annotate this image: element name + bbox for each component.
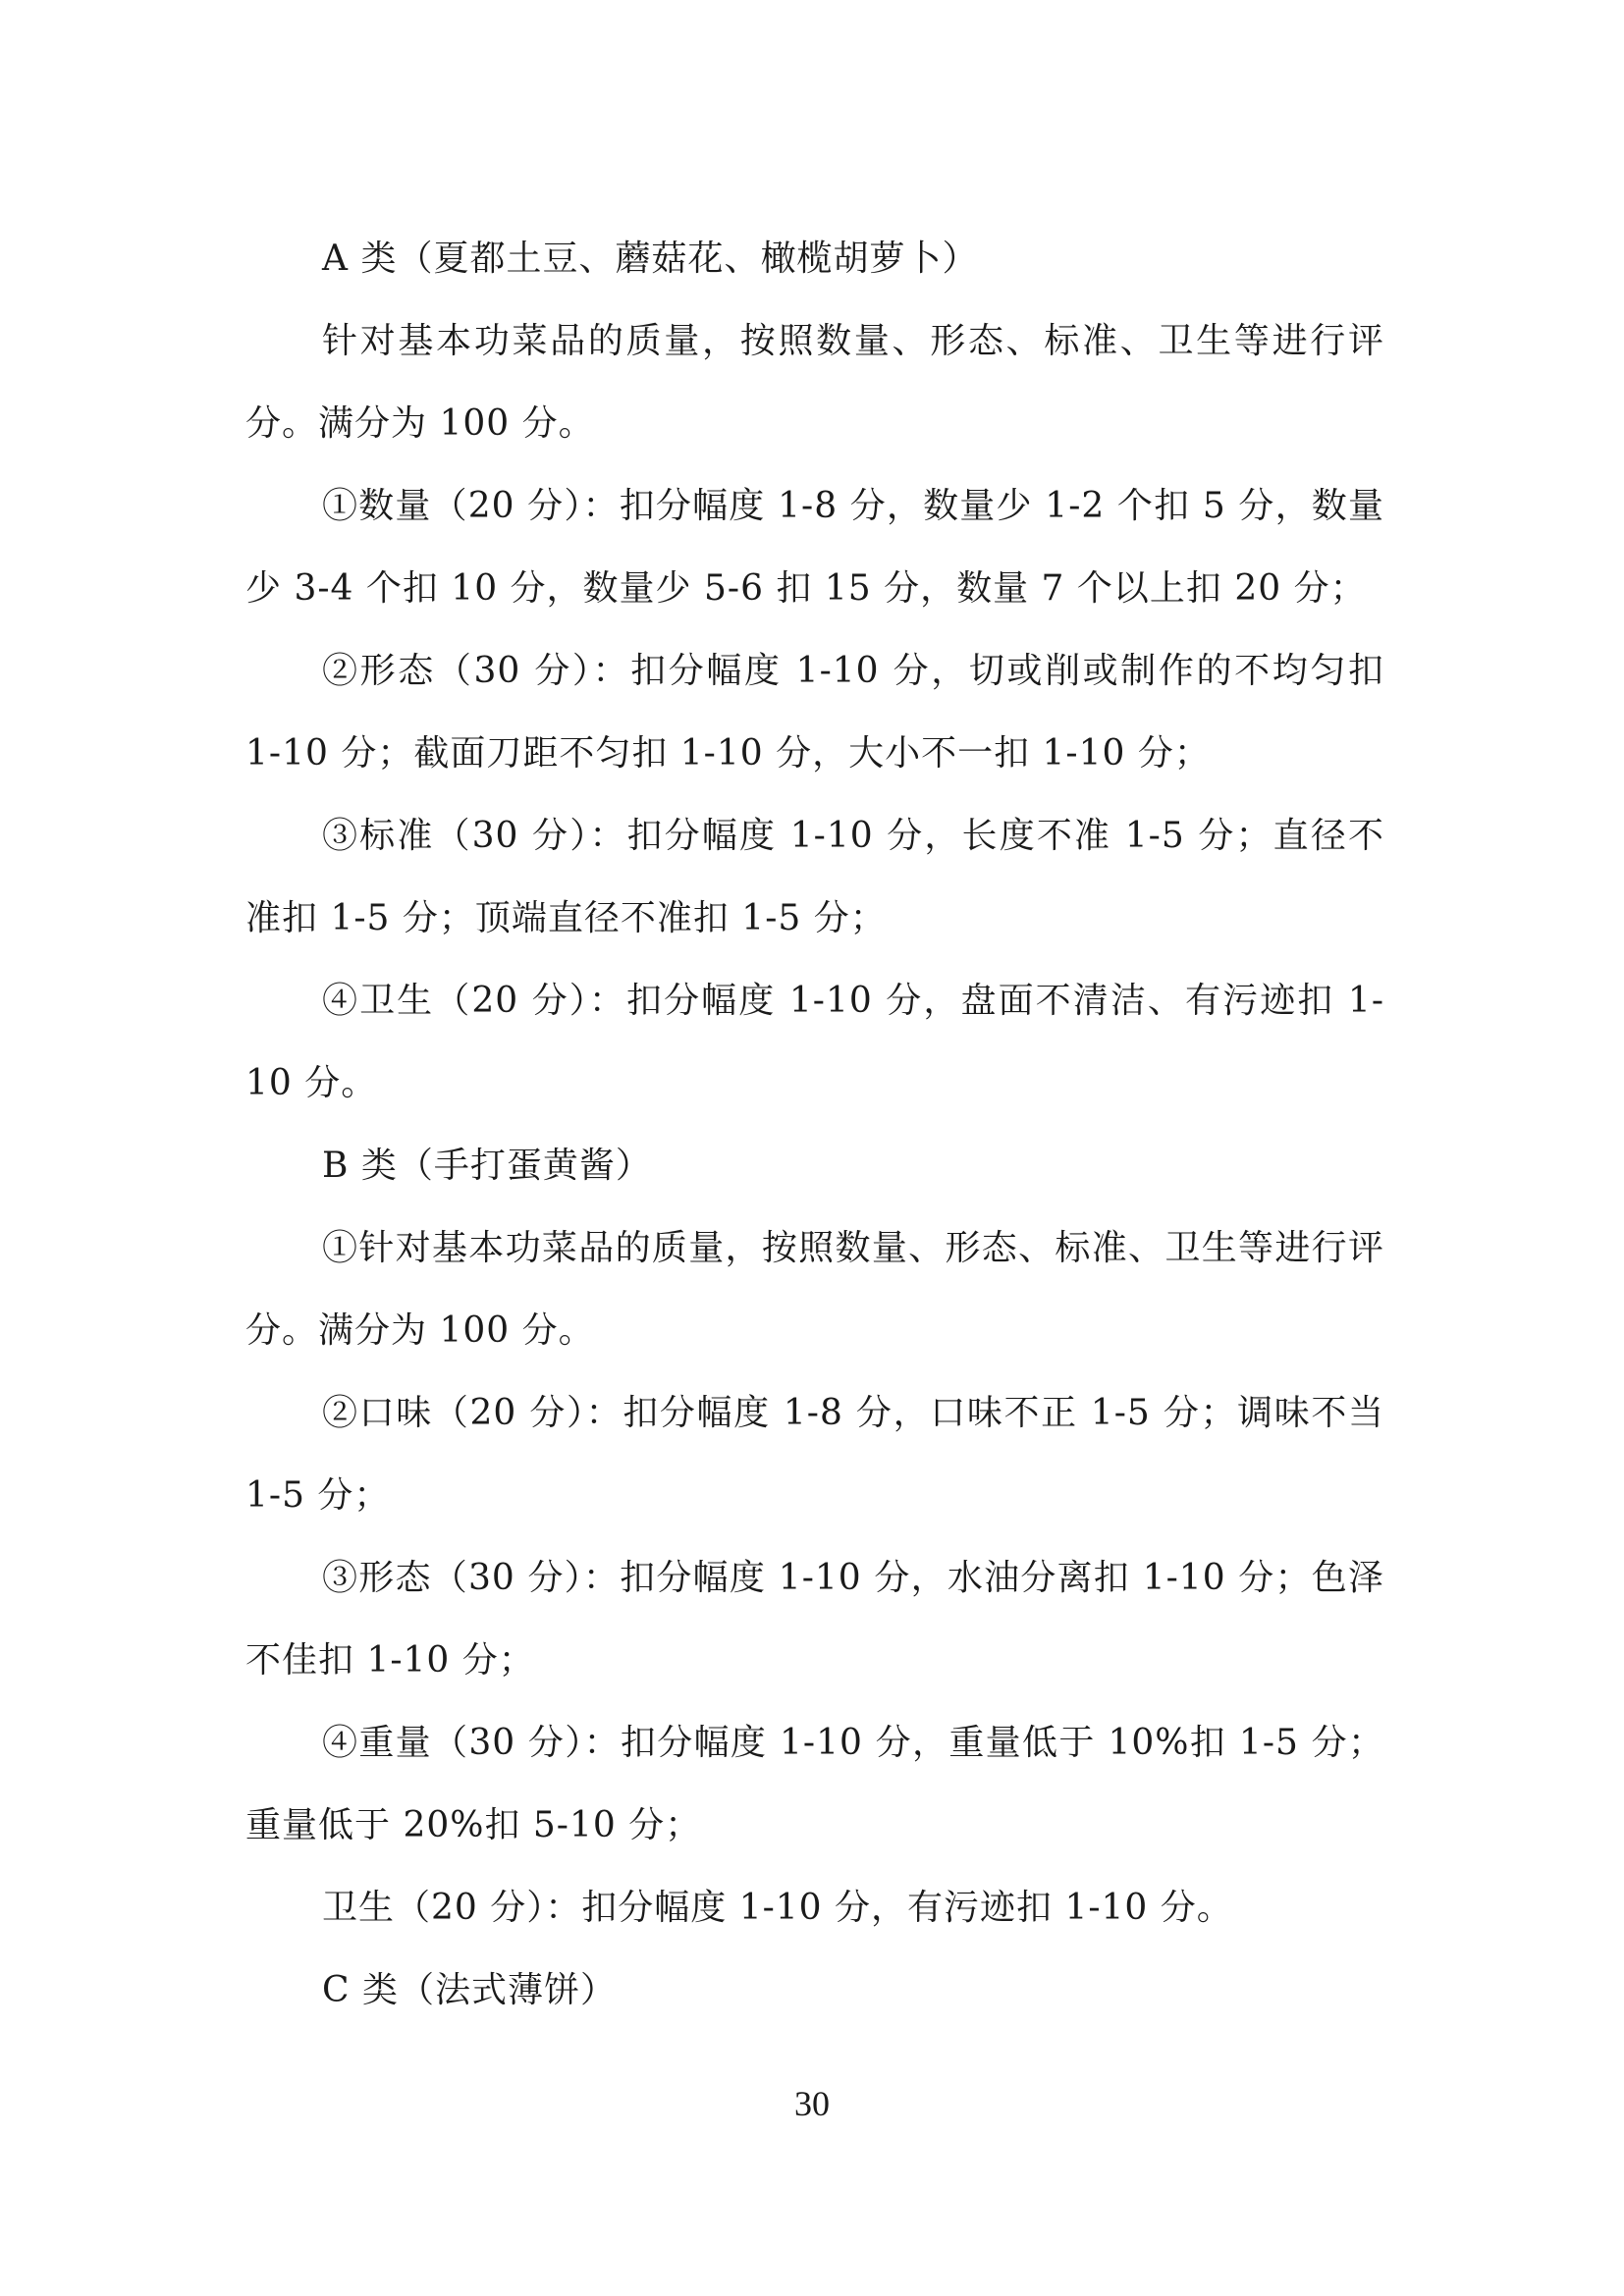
paragraph-a-intro: 针对基本功菜品的质量，按照数量、形态、标准、卫生等进行评分。满分为 100 分。 bbox=[245, 321, 1384, 444]
paragraph-b-weight: ④重量（30 分）：扣分幅度 1-10 分，重量低于 10%扣 1-5 分；重量低于 20%扣 5-10 分； bbox=[245, 1723, 1384, 1845]
paragraph-a-quantity: ①数量（20 分）：扣分幅度 1-8 分，数量少 1-2 个扣 5 分，数量少 3-4 个扣 10 分，数量少 5-6 扣 15 分，数量 7 个以上扣 20 分； bbox=[245, 486, 1384, 609]
section-heading-b: B 类（手打蛋黄酱） bbox=[322, 1146, 652, 1186]
paragraph-a-shape: ②形态（30 分）：扣分幅度 1-10 分，切或削或制作的不均匀扣 1-10 分；截面刀距不匀扣 1-10 分，大小不一扣 1-10 分； bbox=[245, 651, 1384, 774]
page-number: 30 bbox=[794, 2084, 830, 2123]
section-heading-a: A 类（夏都土豆、蘑菇花、橄榄胡萝卜） bbox=[322, 239, 979, 279]
paragraph-b-shape: ③形态（30 分）：扣分幅度 1-10 分，水油分离扣 1-10 分；色泽不佳扣 1-10 分； bbox=[245, 1558, 1384, 1681]
paragraph-b-hygiene: 卫生（20 分）：扣分幅度 1-10 分，有污迹扣 1-10 分。 bbox=[322, 1888, 1233, 1928]
paragraph-a-hygiene: ④卫生（20 分）：扣分幅度 1-10 分，盘面不清洁、有污迹扣 1-10 分。 bbox=[245, 981, 1384, 1103]
paragraph-b-intro: ①针对基本功菜品的质量，按照数量、形态、标准、卫生等进行评分。满分为 100 分。 bbox=[245, 1228, 1384, 1351]
page-body bbox=[245, 218, 1384, 2032]
section-heading-c: C 类（法式薄饼） bbox=[322, 1970, 617, 2010]
paragraph-b-taste: ②口味（20 分）：扣分幅度 1-8 分，口味不正 1-5 分；调味不当 1-5 分； bbox=[245, 1393, 1384, 1516]
paragraph-a-standard: ③标准（30 分）：扣分幅度 1-10 分，长度不准 1-5 分；直径不准扣 1-5 分；顶端直径不准扣 1-5 分； bbox=[245, 816, 1384, 938]
